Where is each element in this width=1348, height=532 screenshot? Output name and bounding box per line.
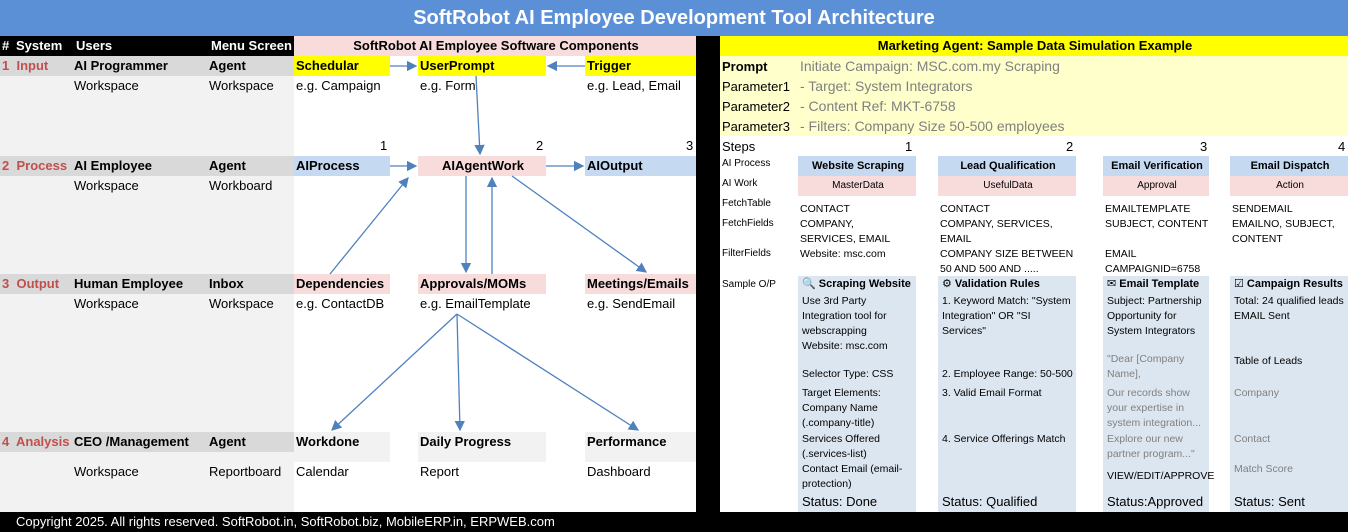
row3-menu: Inbox xyxy=(207,274,294,294)
step1-out-line: Use 3rd Party Integration tool for webscrapping xyxy=(802,295,887,337)
row4-system: 4 Analysis xyxy=(0,432,74,452)
label-fetchtable: FetchTable xyxy=(722,198,771,209)
row4-menu: Agent xyxy=(207,432,294,452)
step1-status: Status: Done xyxy=(802,494,878,509)
approvals-box[interactable]: Approvals/MOMs xyxy=(418,274,546,294)
approvals-example: e.g. EmailTemplate xyxy=(420,296,531,311)
step4-output-card xyxy=(1230,276,1348,512)
step2-work: UsefulData xyxy=(938,176,1076,196)
performance-box[interactable]: Performance xyxy=(585,432,696,462)
flow-arrows xyxy=(0,36,696,512)
dependencies-box[interactable]: Dependencies xyxy=(294,274,390,294)
step2-out-line: 1. Keyword Match: "System Integration" OR "SI Services" xyxy=(942,295,1071,337)
arrow-approvals-to-workdone xyxy=(332,314,457,430)
param2-label: Parameter2 xyxy=(722,99,790,114)
row2-menu: Agent xyxy=(207,156,294,176)
label-ai-process: AI Process xyxy=(722,158,771,169)
trigger-example: e.g. Lead, Email xyxy=(587,78,681,93)
step3-out-line: Our records show your expertise in system integration... xyxy=(1107,387,1201,429)
workdone-box[interactable]: Workdone xyxy=(294,432,390,462)
step2-fetchtable: CONTACT xyxy=(940,203,990,215)
param1-label: Parameter1 xyxy=(722,79,790,94)
step2-process[interactable]: Lead Qualification xyxy=(938,156,1076,176)
row2-user-sub: Workspace xyxy=(74,178,139,193)
performance-example: Dashboard xyxy=(587,464,651,479)
step2-output-card xyxy=(938,276,1076,512)
simulation-panel xyxy=(720,36,1348,512)
step3-out-line: Subject: Partnership Opportunity for System Integrators xyxy=(1107,295,1202,337)
step2-out-line: 4. Service Offerings Match xyxy=(942,433,1066,445)
step3-out-line: "Dear [Company Name], xyxy=(1107,353,1185,380)
step2-out-line: 2. Employee Range: 50-500 xyxy=(942,368,1073,380)
step3-num: 3 xyxy=(1200,139,1208,154)
step4-num: 4 xyxy=(1338,139,1346,154)
step-num-1: 1 xyxy=(380,138,388,153)
step1-out-line: Selector Type: CSS xyxy=(802,368,894,380)
steps-label: Steps xyxy=(722,139,756,154)
arrow-agentwork-to-meetings xyxy=(512,176,646,272)
aiprocess-box[interactable]: AIProcess xyxy=(294,156,390,176)
header-menu: Menu Screen xyxy=(209,36,294,56)
param2-value: - Content Ref: MKT-6758 xyxy=(800,98,956,114)
header-num: # xyxy=(0,36,14,56)
step2-output-title: ⚙ Validation Rules xyxy=(942,278,1040,290)
header-system: System xyxy=(14,36,74,56)
step1-work: MasterData xyxy=(798,176,916,196)
step2-fetchfields: COMPANY, SERVICES, EMAIL xyxy=(940,218,1053,245)
row1-menu-sub: Workspace xyxy=(209,78,274,93)
step1-fetchtable: CONTACT xyxy=(800,203,850,215)
step1-output-title: 🔍 Scraping Website xyxy=(802,278,911,290)
daily-progress-box[interactable]: Daily Progress xyxy=(418,432,546,462)
step3-output-title: ✉ Email Template xyxy=(1107,278,1200,290)
schedular-box[interactable]: Schedular xyxy=(294,56,390,76)
step4-process[interactable]: Email Dispatch xyxy=(1230,156,1348,176)
step1-out-line: Contact Email (email-protection) xyxy=(802,463,903,490)
userprompt-example: e.g. Form xyxy=(420,78,476,93)
step1-out-line: Services Offered (.services-list) xyxy=(802,433,881,460)
workdone-example: Calendar xyxy=(296,464,349,479)
step2-filter: COMPANY SIZE BETWEEN 50 AND 500 AND ..... xyxy=(940,248,1074,275)
label-fetchfields: FetchFields xyxy=(722,218,774,229)
step-num-2: 2 xyxy=(536,138,544,153)
step3-out-line: Explore our new partner program..." xyxy=(1107,433,1195,460)
step1-filter: Website: msc.com xyxy=(800,248,886,260)
step3-filter: EMAIL CAMPAIGNID=6758 xyxy=(1105,248,1201,275)
step1-num: 1 xyxy=(905,139,913,154)
header-components: SoftRobot AI Employee Software Components xyxy=(294,36,696,56)
row1-menu: Agent xyxy=(207,56,294,76)
row4-menu-sub: Reportboard xyxy=(209,464,282,479)
step3-status: Status:Approved xyxy=(1107,494,1204,509)
arrow-approvals-to-progress xyxy=(457,314,460,430)
step3-out-line: VIEW/EDIT/APPROVE xyxy=(1107,470,1215,482)
step3-output-card xyxy=(1103,276,1215,512)
page-title: SoftRobot AI Employee Development Tool Architecture xyxy=(0,0,1348,36)
step1-fetchfields: COMPANY, SERVICES, EMAIL xyxy=(800,218,891,245)
step1-output-card xyxy=(798,276,916,512)
label-ai-work: AI Work xyxy=(722,178,758,189)
step4-work: Action xyxy=(1230,176,1348,196)
step4-status: Status: Sent xyxy=(1234,494,1305,509)
row3-user: Human Employee xyxy=(72,274,209,294)
schedular-example: e.g. Campaign xyxy=(296,78,381,93)
step3-process[interactable]: Email Verification xyxy=(1103,156,1209,176)
dependencies-example: e.g. ContactDB xyxy=(296,296,385,311)
step2-num: 2 xyxy=(1066,139,1074,154)
row1-system: 1 Input xyxy=(0,56,74,76)
row1-user-sub: Workspace xyxy=(74,78,139,93)
aiagentwork-box[interactable]: AIAgentWork xyxy=(418,156,546,176)
row2-menu-sub: Workboard xyxy=(209,178,273,193)
step3-fetchfields: SUBJECT, CONTENT xyxy=(1105,218,1209,230)
param3-label: Parameter3 xyxy=(722,119,790,134)
row1-user: AI Programmer xyxy=(72,56,209,76)
step4-out-line: Total: 24 qualified leads EMAIL Sent xyxy=(1234,295,1344,322)
daily-progress-example: Report xyxy=(420,464,460,479)
step2-status: Status: Qualified xyxy=(942,494,1038,509)
step4-output-title: ☑ Campaign Results xyxy=(1234,278,1343,290)
step4-out-line: Contact xyxy=(1234,433,1271,445)
step4-out-line: Table of Leads xyxy=(1234,355,1303,367)
architecture-panel xyxy=(0,36,696,512)
prompt-label: Prompt xyxy=(722,59,768,74)
row2-system: 2 Process xyxy=(0,156,74,176)
step4-fetchfields: EMAILNO, SUBJECT, CONTENT xyxy=(1232,218,1335,245)
userprompt-box[interactable]: UserPrompt xyxy=(418,56,546,76)
step2-out-line: 3. Valid Email Format xyxy=(942,387,1042,399)
simulation-header: Marketing Agent: Sample Data Simulation Example xyxy=(720,36,1348,56)
copyright-footer: Copyright 2025. All rights reserved. SoftRobot.in, SoftRobot.biz, MobileERP.in, ERPWEB.com xyxy=(0,512,1348,532)
step3-fetchtable: EMAILTEMPLATE xyxy=(1105,203,1191,215)
row3-user-sub: Workspace xyxy=(74,296,139,311)
arrow-approvals-to-performance xyxy=(457,314,638,430)
aioutput-box[interactable]: AIOutput xyxy=(585,156,696,176)
param3-value: - Filters: Company Size 50-500 employees xyxy=(800,118,1065,134)
arrow-dependencies-to-agentwork xyxy=(330,178,408,274)
prompt-value: Initiate Campaign: MSC.com.my Scraping xyxy=(800,58,1060,74)
step4-out-line: Match Score xyxy=(1234,463,1293,475)
param1-value: - Target: System Integrators xyxy=(800,78,973,94)
header-users: Users xyxy=(74,36,209,56)
row4-user-sub: Workspace xyxy=(74,464,139,479)
arrow-prompt-to-agentwork xyxy=(476,76,480,154)
step-num-3: 3 xyxy=(686,138,694,153)
step3-work: Approval xyxy=(1103,176,1209,196)
meetings-example: e.g. SendEmail xyxy=(587,296,676,311)
step1-process[interactable]: Website Scraping xyxy=(798,156,916,176)
step4-fetchtable: SENDEMAIL xyxy=(1232,203,1293,215)
row3-system: 3 Output xyxy=(0,274,74,294)
meetings-box[interactable]: Meetings/Emails xyxy=(585,274,696,294)
step1-out-line: Website: msc.com xyxy=(802,340,888,352)
trigger-box[interactable]: Trigger xyxy=(585,56,696,76)
row2-user: AI Employee xyxy=(72,156,209,176)
step4-out-line: Company xyxy=(1234,387,1279,399)
label-sample: Sample O/P xyxy=(722,279,776,290)
row3-menu-sub: Workspace xyxy=(209,296,274,311)
label-filterfields: FilterFields xyxy=(722,248,771,259)
row4-user: CEO /Management xyxy=(72,432,209,452)
step1-out-line: Target Elements: Company Name (.company-title) xyxy=(802,387,881,429)
